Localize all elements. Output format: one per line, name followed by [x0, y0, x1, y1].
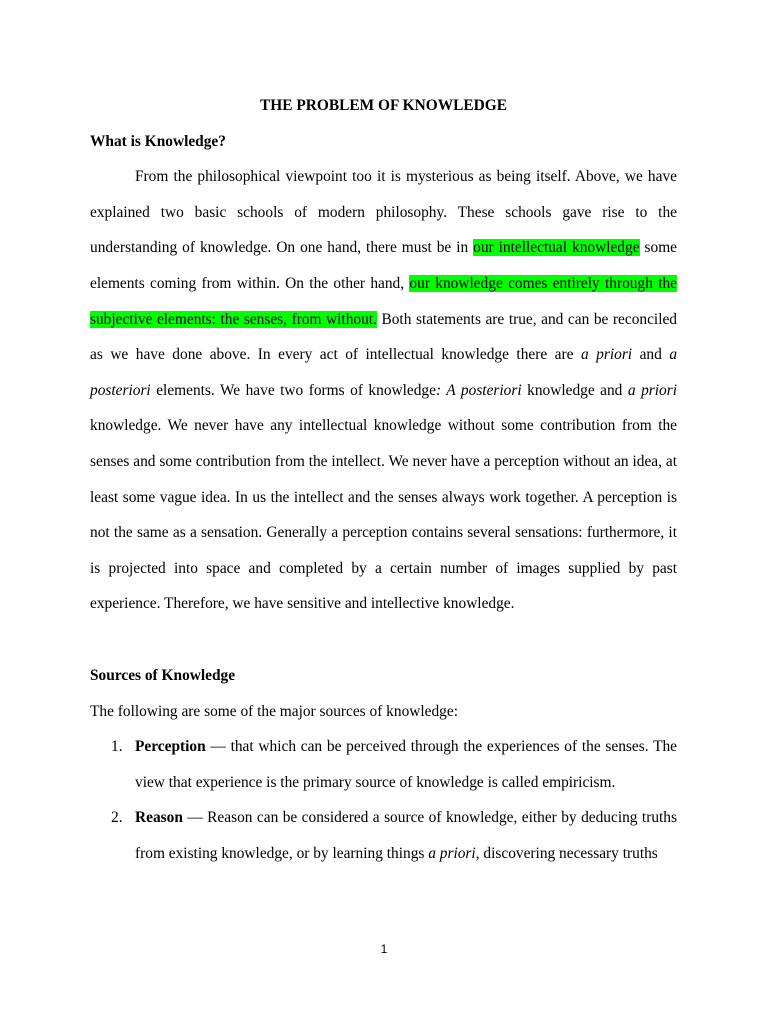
list-item — [90, 800, 677, 871]
section-heading-sources: Sources of Knowledge — [90, 666, 236, 684]
paragraph-text: Both statements are true, and can be reconciled as we have done above. In every act of intellectual knowledge there are — [90, 310, 678, 364]
list-number: 1. — [111, 738, 123, 756]
paragraph-text: knowledge and — [521, 381, 628, 399]
italic-term: a priori — [627, 381, 677, 399]
list-item — [90, 729, 677, 800]
list-term: Perception — [135, 738, 206, 756]
paragraph-text: and — [632, 346, 670, 364]
italic-term: a priori — [580, 346, 633, 364]
list-text: — that which can be perceived through the experiences of the senses. The view that experience is the primary source of knowledge is called empiricism. — [135, 738, 677, 791]
document-page — [90, 88, 677, 871]
italic-term: a posteriori — [90, 346, 678, 399]
highlighted-text: our knowledge comes entirely through the subjective elements: the senses, from without. — [90, 274, 677, 328]
paragraph-text: knowledge. We never have any intellectual knowledge without some contribution from the senses and some contribution from the intellect. We never have a perception without an idea, at least some vague idea. In us the intellect and the senses always work together. A perception is not the same as a sensation. Generally a perception contains several sensations: furthermore, it is projected into space and completed by a certain number of images supplied by past experience. Therefore, we have sensitive and intellective knowledge. — [90, 417, 677, 613]
italic-term: : A posteriori — [435, 381, 522, 399]
sources-intro: The following are some of the major sources of knowledge: — [90, 702, 458, 720]
paragraph-text: some elements coming from within. On the other hand, — [90, 239, 677, 292]
italic-term: a priori — [428, 844, 476, 862]
section-heading-what-is-knowledge: What is Knowledge? — [90, 132, 226, 150]
knowledge-paragraph — [90, 159, 677, 622]
list-text: , discovering necessary truths — [475, 844, 658, 862]
list-number: 2. — [111, 809, 123, 827]
list-text: — Reason can be considered a source of knowledge, either by deducing truths from existing knowledge, or by learning things — [135, 809, 677, 862]
list-term: Reason — [135, 809, 183, 827]
document-title: THE PROBLEM OF KNOWLEDGE — [260, 97, 507, 114]
paragraph-text: From the philosophical viewpoint too it is mysterious as being itself. Above, we have explained two basic schools of modern philosophy. These schools gave rise to the understanding of knowledge. On one hand, there must be in — [90, 168, 677, 257]
page-number: 1 — [380, 942, 388, 956]
highlighted-text: our intellectual knowledge — [473, 239, 640, 257]
paragraph-text: elements. We have two forms of knowledge — [150, 381, 436, 399]
sources-list — [90, 729, 677, 871]
